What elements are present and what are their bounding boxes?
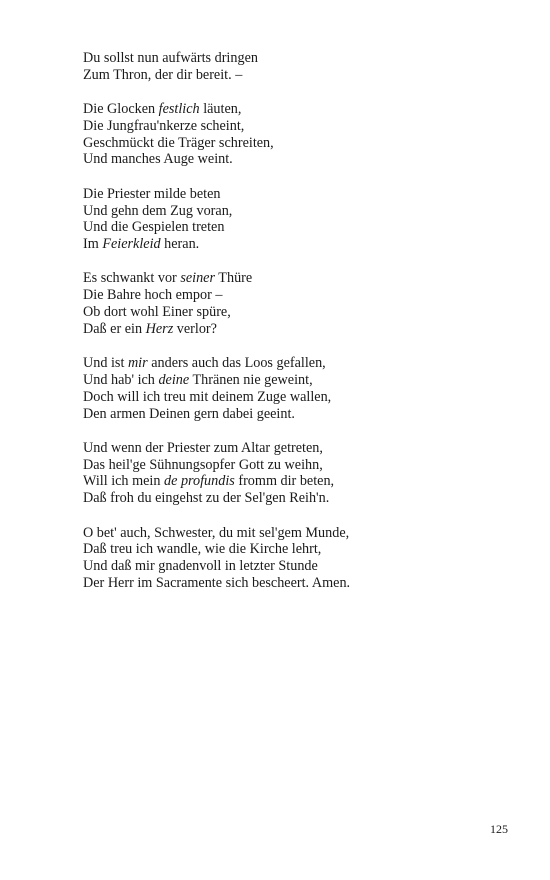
verse-line: [83, 558, 523, 575]
poem-text: [83, 50, 523, 609]
italic-text: deine: [158, 371, 190, 388]
stanza: [83, 525, 523, 592]
verse-line: [83, 287, 523, 304]
text-run: Und die Gespielen treten: [83, 219, 225, 236]
text-run: Will ich mein: [83, 473, 164, 490]
text-run: Und hab' ich: [83, 371, 159, 388]
text-run: Die Jungfrau'nkerze scheint,: [83, 117, 245, 134]
italic-text: Herz: [145, 320, 174, 337]
stanza: [83, 186, 523, 253]
text-run: läuten,: [199, 101, 242, 118]
verse-line: [83, 101, 523, 118]
text-run: anders auch das Loos gefallen,: [147, 355, 326, 372]
verse-line: [83, 186, 523, 203]
text-run: Die Glocken: [83, 101, 159, 118]
verse-line: [83, 219, 523, 236]
verse-line: [83, 151, 523, 168]
verse-line: [83, 67, 523, 84]
verse-line: [83, 440, 523, 457]
text-run: fromm dir beten,: [234, 473, 335, 490]
verse-line: [83, 372, 523, 389]
text-run: Thränen nie geweint,: [189, 371, 313, 388]
italic-text: festlich: [158, 101, 200, 118]
page-number: 125: [490, 822, 508, 836]
italic-text: seiner: [180, 270, 216, 287]
verse-line: [83, 457, 523, 474]
text-run: Zum Thron, der dir bereit. –: [83, 66, 243, 83]
text-run: Im: [83, 236, 103, 253]
text-run: Und daß mir gnadenvoll in letzter Stunde: [83, 558, 318, 575]
verse-line: [83, 50, 523, 67]
verse-line: [83, 473, 523, 490]
verse-line: [83, 270, 523, 287]
text-run: Daß treu ich wandle, wie die Kirche lehrt,: [83, 541, 322, 558]
verse-line: [83, 203, 523, 220]
text-run: heran.: [160, 236, 200, 253]
text-run: O bet' auch, Schwester, du mit sel'gem Munde,: [83, 524, 350, 541]
text-run: verlor?: [173, 320, 217, 337]
text-run: Den armen Deinen gern dabei geeint.: [83, 405, 295, 422]
italic-text: de profundis: [164, 473, 235, 490]
verse-line: [83, 406, 523, 423]
stanza: [83, 355, 523, 422]
verse-line: [83, 541, 523, 558]
text-run: Thüre: [215, 270, 253, 287]
verse-line: [83, 389, 523, 406]
italic-text: Feierkleid: [102, 236, 161, 253]
text-run: Es schwankt vor: [83, 270, 181, 287]
text-run: Und ist: [83, 355, 128, 372]
verse-line: [83, 355, 523, 372]
verse-line: [83, 118, 523, 135]
text-run: Der Herr im Sacramente sich bescheert. Amen.: [83, 574, 351, 591]
italic-text: mir: [127, 355, 148, 372]
verse-line: [83, 525, 523, 542]
text-run: Und gehn dem Zug voran,: [83, 202, 233, 219]
text-run: Und manches Auge weint.: [83, 151, 233, 168]
text-run: Doch will ich treu mit deinem Zuge wallen,: [83, 388, 332, 405]
text-run: Daß er ein: [83, 320, 146, 337]
stanza: [83, 50, 523, 84]
verse-line: [83, 575, 523, 592]
text-run: Geschmückt die Träger schreiten,: [83, 134, 274, 151]
verse-line: [83, 236, 523, 253]
stanza: [83, 101, 523, 168]
verse-line: [83, 490, 523, 507]
text-run: Ob dort wohl Einer spüre,: [83, 304, 231, 321]
text-run: Die Bahre hoch empor –: [83, 287, 223, 304]
stanza: [83, 440, 523, 507]
verse-line: [83, 135, 523, 152]
verse-line: [83, 321, 523, 338]
text-run: Daß froh du eingehst zu der Sel'gen Reih'n.: [83, 490, 330, 507]
text-run: Und wenn der Priester zum Altar getreten,: [83, 439, 323, 456]
text-run: Das heil'ge Sühnungsopfer Gott zu weihn,: [83, 456, 323, 473]
text-run: Du sollst nun aufwärts dringen: [83, 50, 258, 66]
stanza: [83, 270, 523, 337]
text-run: Die Priester milde beten: [83, 185, 221, 202]
verse-line: [83, 304, 523, 321]
